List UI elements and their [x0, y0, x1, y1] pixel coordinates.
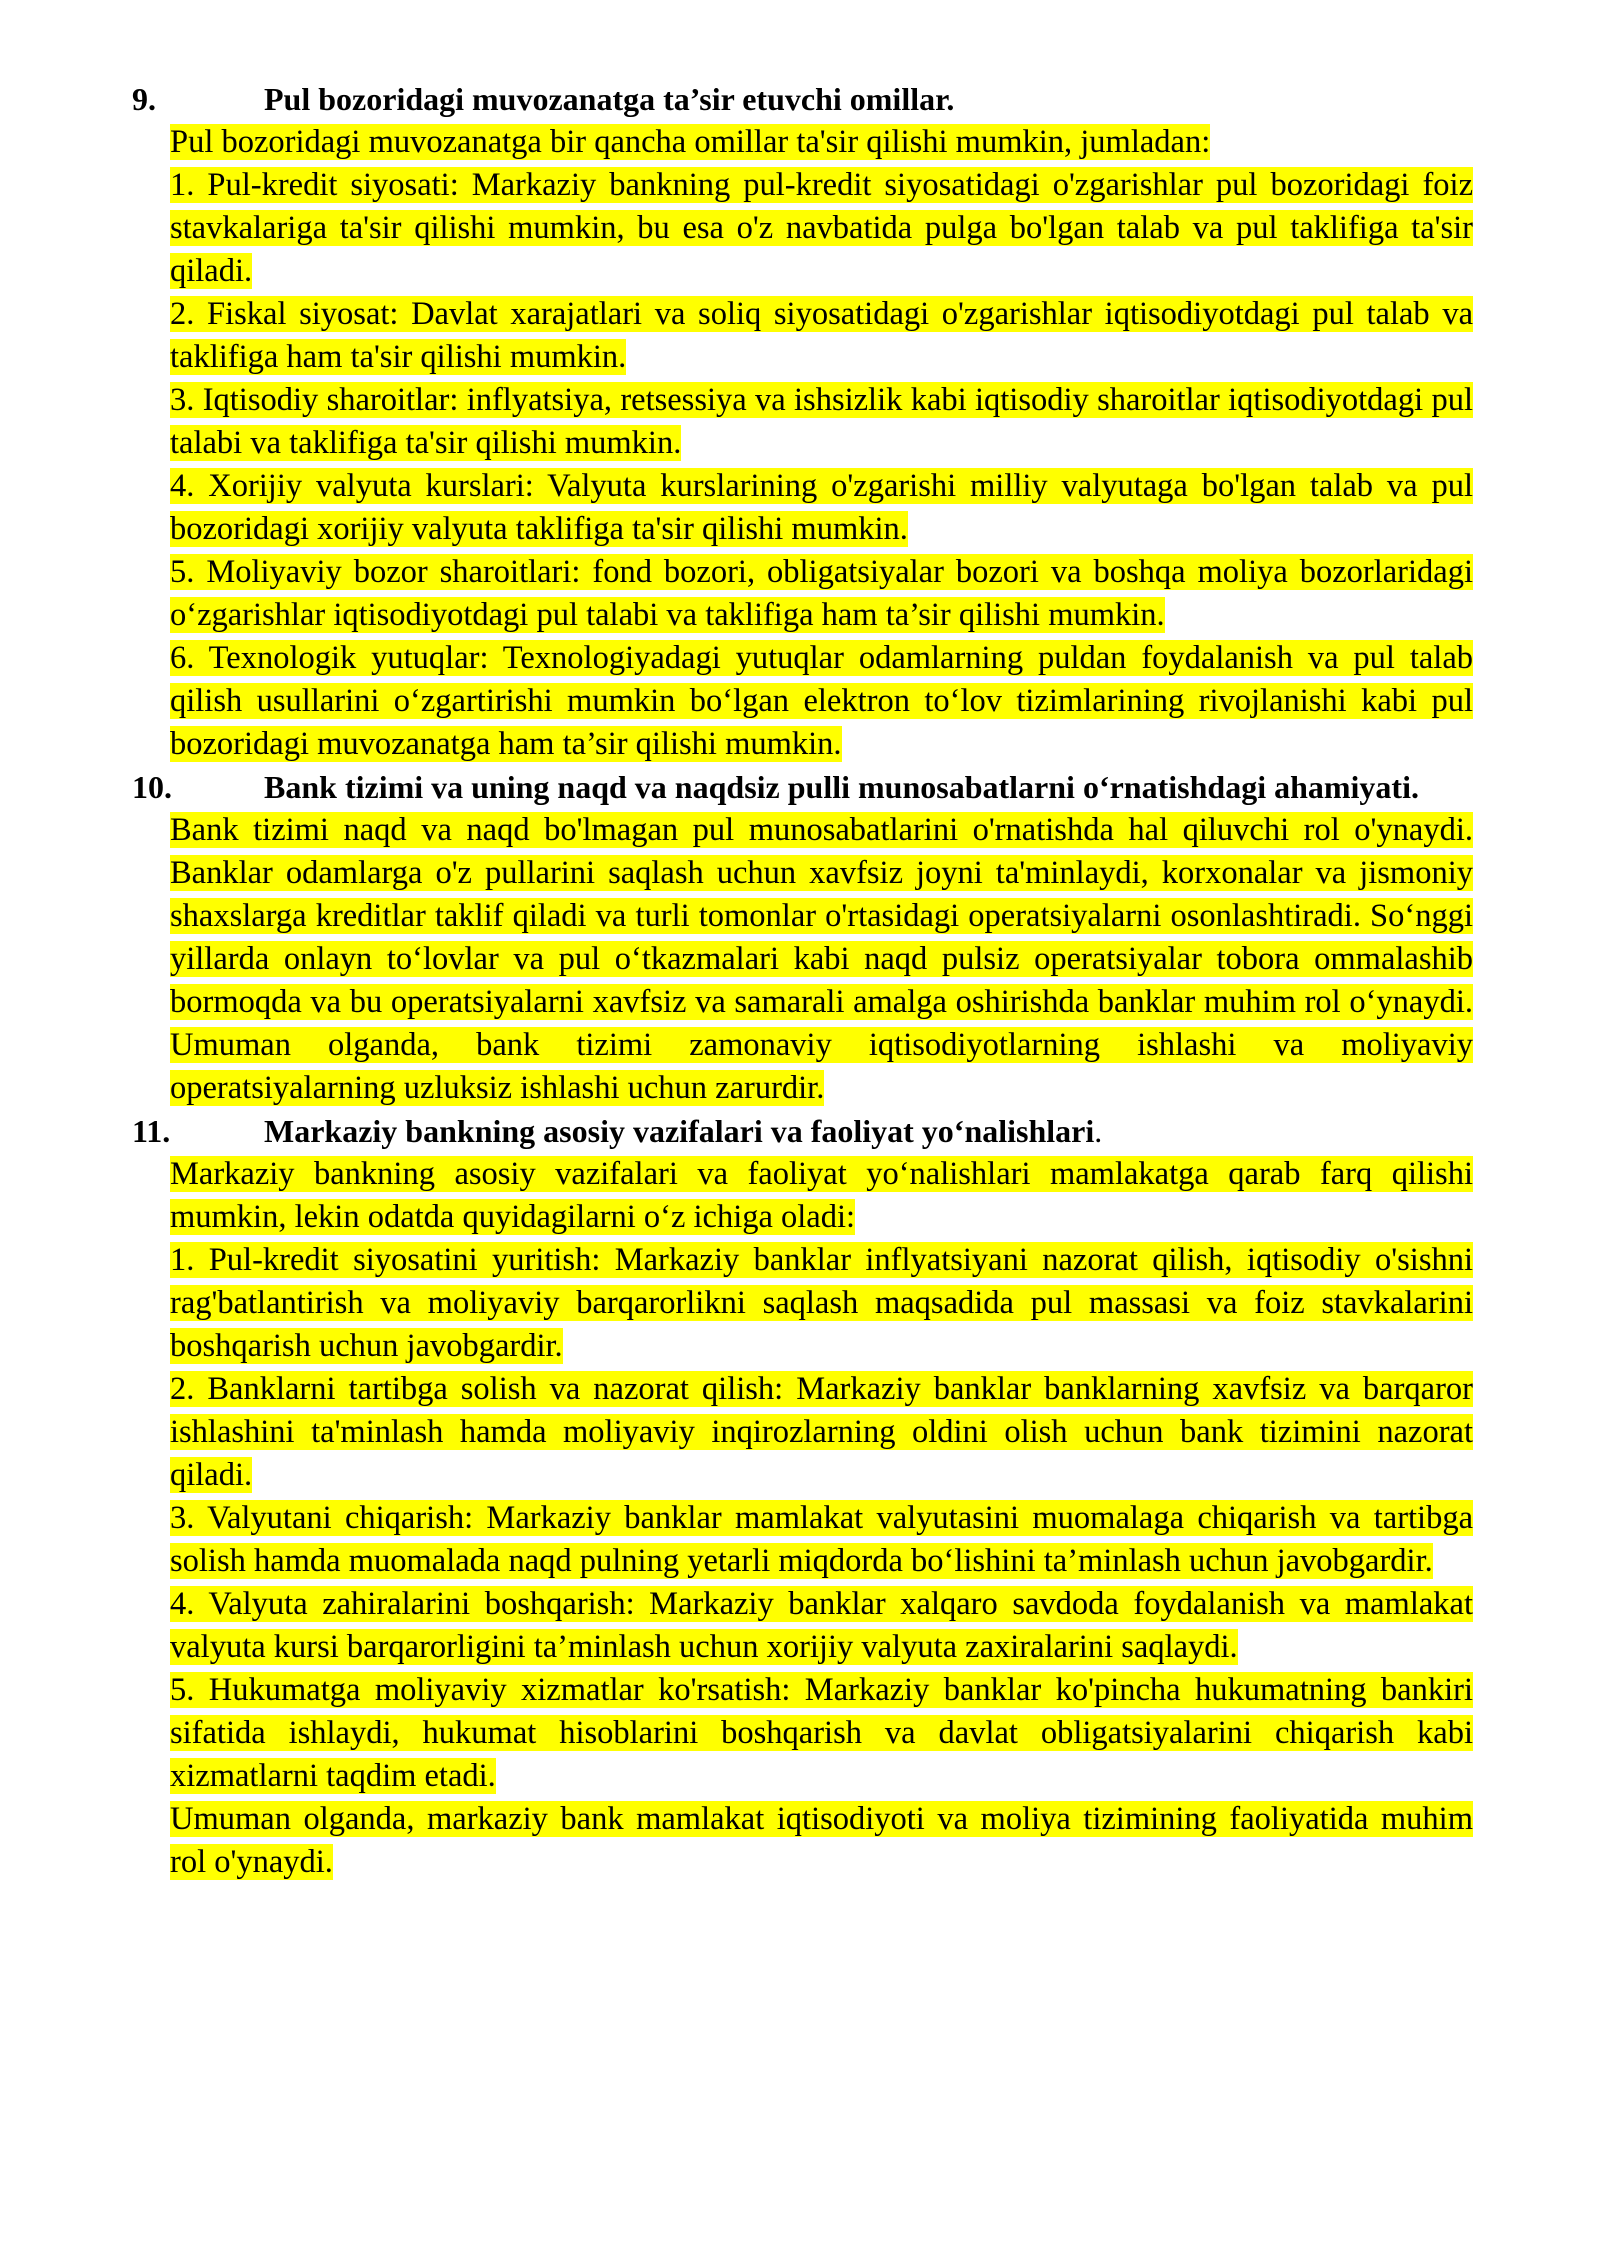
paragraph — [170, 293, 1473, 379]
section-10 — [132, 766, 1477, 1110]
highlighted-text: 1. Pul-kredit siyosatini yuritish: Markaziy banklar inflyatsiyani nazorat qilish, iqtisodiy o'sishni rag'batlantirish va moliyaviy barqarorlikni saqlash maqsadida pul massasi va foiz stavkalarini boshqarish uchun javobgardir. — [170, 1242, 1473, 1364]
highlighted-text: 1. Pul-kredit siyosati: Markaziy bankning pul-kredit siyosatidagi o'zgarishlar pul bozoridagi foiz stavkalariga ta'sir qilishi mumkin, bu esa o'z navbatida pulga bo'lgan talab va pul taklifiga ta'sir qiladi. — [170, 167, 1473, 289]
section-body — [170, 121, 1473, 766]
paragraph — [170, 1583, 1473, 1669]
highlighted-text: 2. Fiskal siyosat: Davlat xarajatlari va soliq siyosatidagi o'zgarishlar iqtisodiyotdagi pul talab va taklifiga ham ta'sir qilishi mumkin. — [170, 296, 1473, 375]
section-heading — [132, 1110, 1477, 1153]
section-body — [170, 1153, 1473, 1884]
highlighted-text: 3. Iqtisodiy sharoitlar: inflyatsiya, retsessiya va ishsizlik kabi iqtisodiy sharoitlar iqtisodiyotdagi pul talabi va taklifiga ta'sir qilishi mumkin. — [170, 382, 1473, 461]
section-heading — [132, 78, 1477, 121]
paragraph — [170, 121, 1473, 164]
paragraph — [170, 637, 1473, 766]
paragraph — [170, 1798, 1473, 1884]
section-title: Bank tizimi va uning naqd va naqdsiz pulli munosabatlarni o‘rnatishdagi ahamiyati. — [264, 769, 1419, 805]
paragraph — [170, 551, 1473, 637]
section-number: 9. — [132, 81, 156, 117]
section-title: Pul bozoridagi muvozanatga ta’sir etuvchi omillar. — [264, 81, 955, 117]
section-title: Markaziy bankning asosiy vazifalari va faoliyat yo‘nalishlari — [264, 1113, 1095, 1149]
highlighted-text: 3. Valyutani chiqarish: Markaziy banklar mamlakat valyutasini muomalaga chiqarish va tartibga solish hamda muomalada naqd pulning yetarli miqdorda bo‘lishini ta’minlash uchun javobgardir. — [170, 1500, 1473, 1579]
document-content — [132, 78, 1477, 1884]
paragraph — [170, 1669, 1473, 1798]
highlighted-text: Pul bozoridagi muvozanatga bir qancha omillar ta'sir qilishi mumkin, jumladan: — [170, 124, 1211, 160]
section-body — [170, 809, 1473, 1110]
section-heading — [132, 766, 1477, 809]
highlighted-text: 5. Moliyaviy bozor sharoitlari: fond bozori, obligatsiyalar bozori va boshqa moliya bozorlaridagi o‘zgarishlar iqtisodiyotdagi pul talabi va taklifiga ham ta’sir qilishi mumkin. — [170, 554, 1473, 633]
paragraph — [170, 1368, 1473, 1497]
paragraph — [170, 1239, 1473, 1368]
paragraph — [170, 1497, 1473, 1583]
highlighted-text: Bank tizimi naqd va naqd bo'lmagan pul munosabatlarini o'rnatishda hal qiluvchi rol o'ynaydi. Banklar odamlarga o'z pullarini saqlash uchun xavfsiz joyni ta'minlaydi, korxonalar va jismoniy shaxslarga kreditlar taklif qiladi va turli tomonlar o'rtasidagi operatsiyalarni osonlashtiradi. So‘nggi yillarda onlayn to‘lovlar va pul o‘tkazmalari kabi naqd pulsiz operatsiyalar tobora ommalashib bormoqda va bu operatsiyalarni xavfsiz va samarali amalga oshirishda banklar muhim rol o‘ynaydi. Umuman olganda, bank tizimi zamonaviy iqtisodiyotlarning ishlashi va moliyaviy operatsiyalarning uzluksiz ishlashi uchun zarurdir. — [170, 812, 1473, 1106]
section-number: 10. — [132, 769, 172, 805]
highlighted-text: 4. Valyuta zahiralarini boshqarish: Markaziy banklar xalqaro savdoda foydalanish va mamlakat valyuta kursi barqarorligini ta’minlash uchun xorijiy valyuta zaxiralarini saqlaydi. — [170, 1586, 1473, 1665]
paragraph — [170, 1153, 1473, 1239]
section-title-suffix: . — [1094, 1113, 1103, 1149]
highlighted-text: 6. Texnologik yutuqlar: Texnologiyadagi yutuqlar odamlarning puldan foydalanish va pul talab qilish usullarini o‘zgartirishi mumkin bo‘lgan elektron to‘lov tizimlarining rivojlanishi kabi pul bozoridagi muvozanatga ham ta’sir qilishi mumkin. — [170, 640, 1473, 762]
paragraph — [170, 465, 1473, 551]
highlighted-text: Markaziy bankning asosiy vazifalari va faoliyat yo‘nalishlari mamlakatga qarab farq qilishi mumkin, lekin odatda quyidagilarni o‘z ichiga oladi: — [170, 1156, 1473, 1235]
highlighted-text: 5. Hukumatga moliyaviy xizmatlar ko'rsatish: Markaziy banklar ko'pincha hukumatning bankiri sifatida ishlaydi, hukumat hisoblarini boshqarish va davlat obligatsiyalarini chiqarish kabi xizmatlarni taqdim etadi. — [170, 1672, 1473, 1794]
highlighted-text: Umuman olganda, markaziy bank mamlakat iqtisodiyoti va moliya tizimining faoliyatida muhim rol o'ynaydi. — [170, 1801, 1473, 1880]
section-11 — [132, 1110, 1477, 1884]
highlighted-text: 4. Xorijiy valyuta kurslari: Valyuta kurslarining o'zgarishi milliy valyutaga bo'lgan talab va pul bozoridagi xorijiy valyuta taklifiga ta'sir qilishi mumkin. — [170, 468, 1473, 547]
highlighted-text: 2. Banklarni tartibga solish va nazorat qilish: Markaziy banklar banklarning xavfsiz va barqaror ishlashini ta'minlash hamda moliyaviy inqirozlarning oldini olish uchun bank tizimini nazorat qiladi. — [170, 1371, 1473, 1493]
paragraph — [170, 164, 1473, 293]
section-number: 11. — [132, 1113, 171, 1149]
section-9 — [132, 78, 1477, 766]
paragraph — [170, 379, 1473, 465]
paragraph — [170, 809, 1473, 1110]
